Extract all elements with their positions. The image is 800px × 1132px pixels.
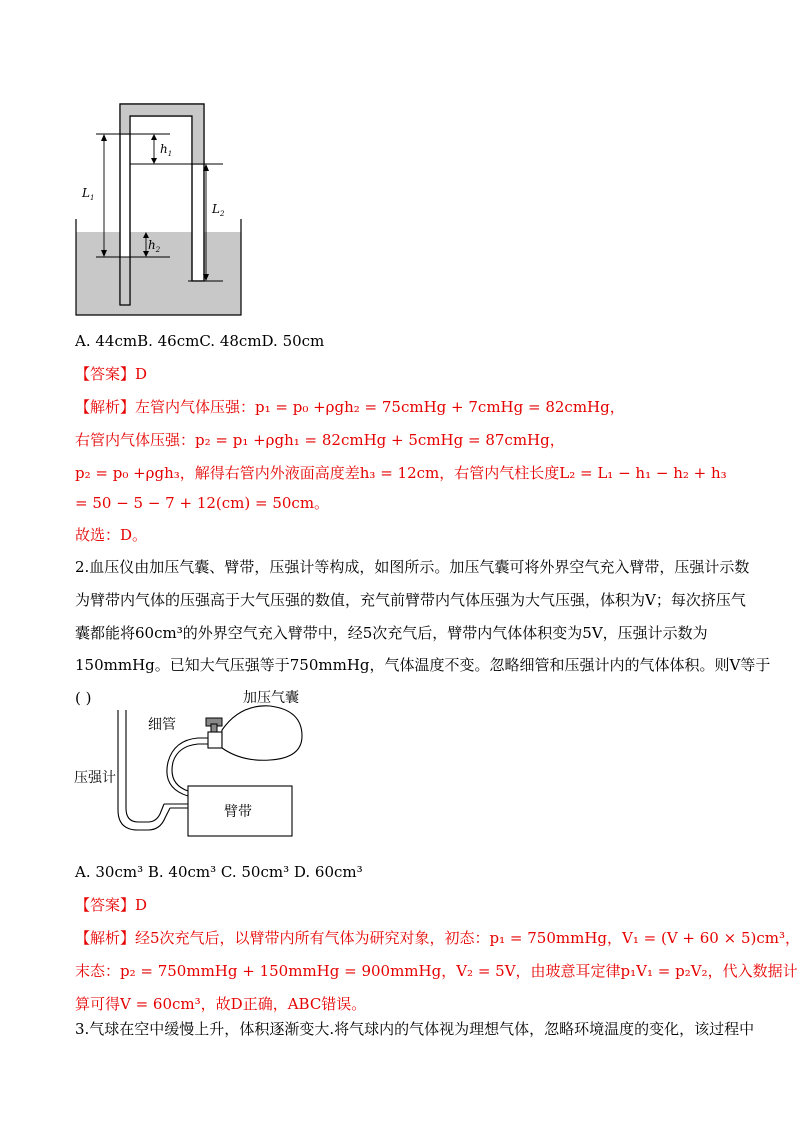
q2-analysis-line: 算可得V = 60cm³，故D正确，ABC错误。 — [75, 995, 367, 1013]
u-tube-figure — [70, 95, 250, 320]
liquid — [76, 232, 241, 315]
label-gauge: 压强计 — [74, 770, 116, 786]
q1-analysis-line: 【解析】左管内气体压强：p₁ = p₀ +ρgh₂ = 75cmHg + 7cmHg = 82cmHg， — [75, 398, 625, 416]
q1-analysis-line: 右管内气体压强：p₂ = p₁ +ρgh₁ = 82cmHg + 5cmHg = 87cmHg， — [75, 431, 565, 449]
q2-analysis-line: 末态：p₂ = 750mmHg + 150mmHg = 900mmHg，V₂ = 5V，由玻意耳定律p₁V₁ = p₂V₂，代入数据计 — [75, 962, 798, 980]
q1-conclusion: 故选：D。 — [75, 526, 148, 544]
label-h1: $h_1$ — [160, 142, 173, 158]
q1-analysis-line: = 50 − 5 − 7 + 12(cm) = 50cm。 — [75, 494, 330, 512]
q2-stem-line: 150mmHg。已知大气压强等于750mmHg，气体温度不变。忽略细管和压强计内的气体体积。则V等于 — [75, 656, 771, 674]
q1-answer: 【答案】D — [75, 365, 148, 383]
q2-answer: 【答案】D — [75, 896, 148, 914]
label-tube: 细管 — [148, 717, 176, 733]
q2-analysis-line: 【解析】经5次充气后，以臂带内所有气体为研究对象，初态：p₁ = 750mmHg，V₁ = (V + 60 × 5)cm³， — [75, 929, 800, 947]
q2-stem-line: 囊都能将60cm³的外界空气充入臂带中，经5次充气后，臂带内气体体积变为5V，压强计示数为 — [75, 624, 708, 642]
q2-stem-line: ( ) — [75, 689, 92, 707]
q2-stem-line: 为臂带内气体的压强高于大气压强的数值，充气前臂带内气体压强为大气压强，体积为V；每次挤压气 — [75, 591, 746, 609]
q2-stem-line: 2.血压仪由加压气囊、臂带，压强计等构成，如图所示。加压气囊可将外界空气充入臂带，压强计示数 — [75, 558, 750, 576]
q2-options: A. 30cm³ B. 40cm³ C. 50cm³ D. 60cm³ — [75, 863, 363, 881]
label-h2: $h_2$ — [148, 238, 161, 254]
q3-stem: 3.气球在空中缓慢上升，体积逐渐变大.将气球内的气体视为理想气体，忽略环境温度的变化，该过程中 — [75, 1020, 755, 1038]
label-L1: $L_1$ — [82, 186, 95, 202]
label-bulb: 加压气囊 — [243, 690, 299, 706]
q1-analysis-line: p₂ = p₀ +ρgh₃，解得右管内外液面高度差h₃ = 12cm，右管内气柱长度L₂ = L₁ − h₁ − h₂ + h₃ — [75, 464, 727, 482]
blood-pressure-figure — [70, 690, 330, 850]
label-L2: $L_2$ — [212, 202, 225, 218]
q1-options: A. 44cmB. 46cmC. 48cmD. 50cm — [75, 332, 325, 350]
label-cuff: 臂带 — [224, 804, 252, 820]
